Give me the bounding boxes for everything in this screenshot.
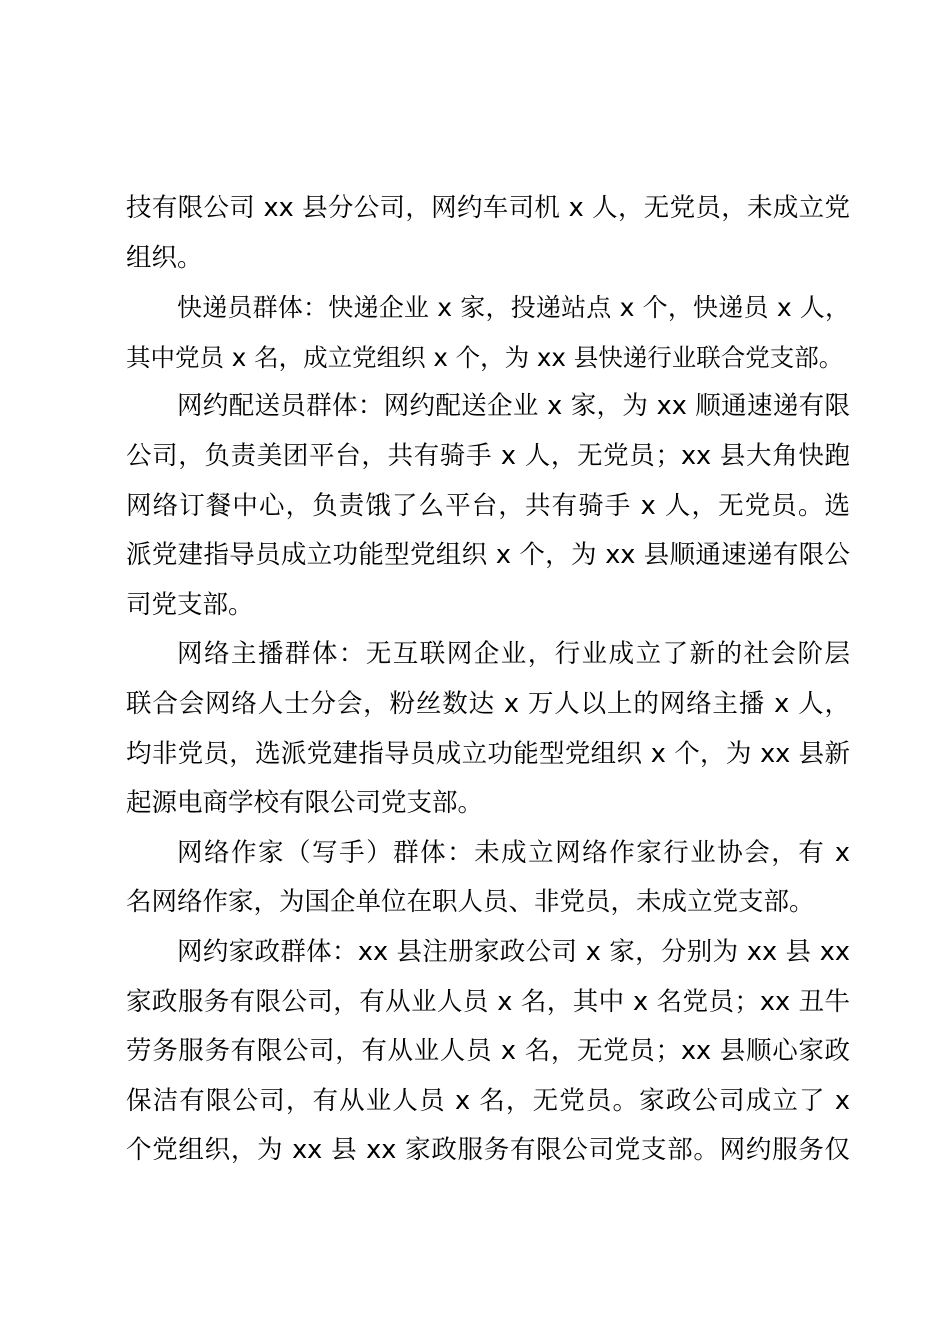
text-line: 网络订餐中心，负责饿了么平台，共有骑手 x 人，无党员。选 — [126, 490, 850, 521]
text-line: 名网络作家，为国企单位在职人员、非党员，未成立党支部。 — [126, 887, 815, 918]
paragraph-start-line: 网络作家（写手）群体：未成立网络作家行业协会，有 x — [177, 837, 850, 868]
paragraph-start-line: 网约配送员群体：网约配送企业 x 家，为 xx 顺通速递有限 — [177, 391, 850, 422]
text-line: 家政服务有限公司，有从业人员 x 名，其中 x 名党员；xx 丑牛 — [126, 986, 850, 1017]
text-line: 司党支部。 — [126, 589, 254, 620]
text-line: 组织。 — [126, 242, 203, 273]
text-line: 劳务服务有限公司，有从业人员 x 名，无党员；xx 县顺心家政 — [126, 1036, 850, 1067]
text-line: 公司，负责美团平台，共有骑手 x 人，无党员；xx 县大角快跑 — [126, 440, 850, 471]
text-line: 技有限公司 xx 县分公司，网约车司机 x 人，无党员，未成立党 — [126, 193, 850, 223]
paragraph-start-line: 网约家政群体：xx 县注册家政公司 x 家，分别为 xx 县 xx — [177, 936, 850, 967]
text-line: 个党组织，为 xx 县 xx 家政服务有限公司党支部。网约服务仅 — [126, 1135, 850, 1166]
paragraph-start-line: 网络主播群体：无互联网企业，行业成立了新的社会阶层 — [177, 639, 850, 670]
paragraph-start-line: 快递员群体：快递企业 x 家，投递站点 x 个，快递员 x 人， — [177, 293, 850, 323]
body-text — [126, 184, 850, 1176]
text-line: 起源电商学校有限公司党支部。 — [126, 788, 484, 819]
text-line: 派党建指导员成立功能型党组织 x 个，为 xx 县顺通速递有限公 — [126, 540, 850, 571]
text-line: 保洁有限公司，有从业人员 x 名，无党员。家政公司成立了 x — [126, 1085, 850, 1116]
text-line: 其中党员 x 名，成立党组织 x 个，为 xx 县快递行业联合党支部。 — [126, 342, 844, 372]
text-line: 均非党员，选派党建指导员成立功能型党组织 x 个，为 xx 县新 — [126, 738, 850, 769]
text-line: 联合会网络人士分会，粉丝数达 x 万人以上的网络主播 x 人， — [126, 688, 850, 719]
